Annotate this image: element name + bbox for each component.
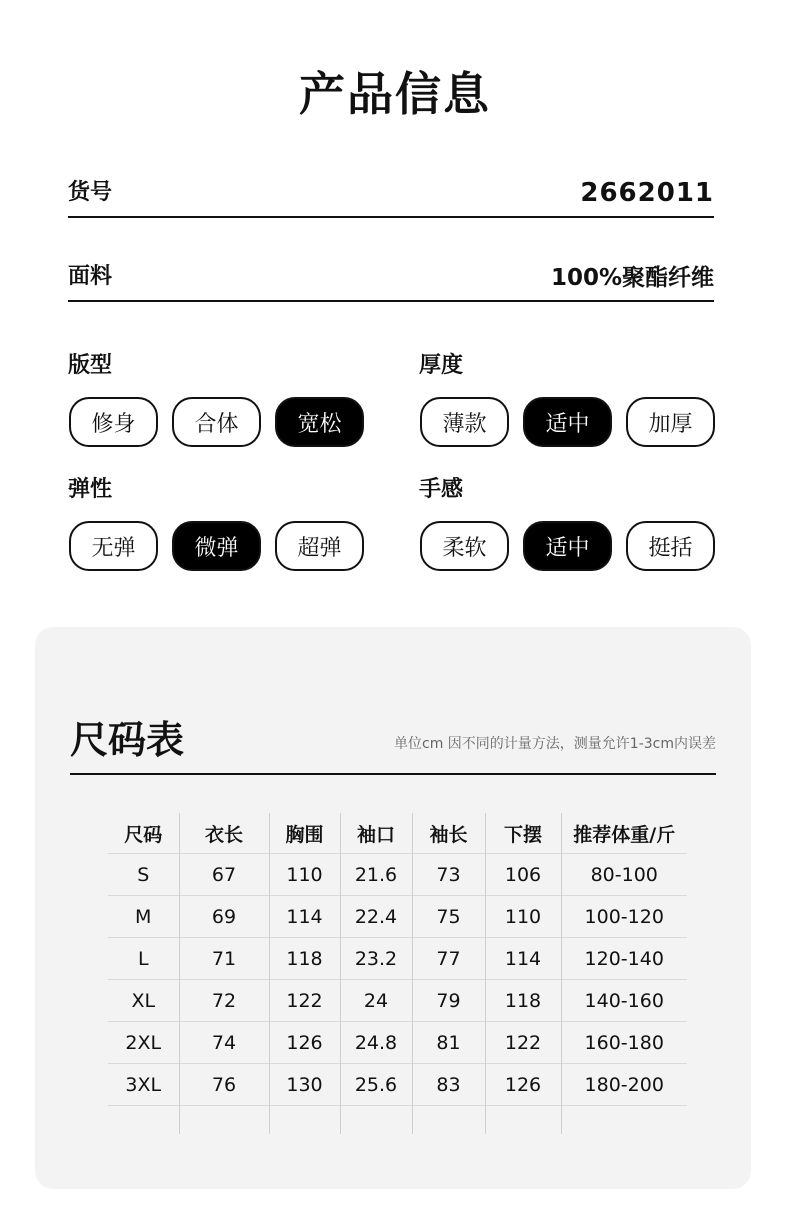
cell-sleeve-length: 75: [412, 896, 485, 938]
header-recommended-weight: 推荐体重/斤: [561, 813, 687, 854]
cell-size: XL: [108, 980, 179, 1022]
header-chest: 胸围: [269, 813, 340, 854]
cell-chest: 114: [269, 896, 340, 938]
cell-chest: 110: [269, 854, 340, 896]
feel-option-crisp[interactable]: 挺括: [626, 521, 715, 571]
cell-weight: 180-200: [561, 1064, 687, 1106]
cell-sleeve-length: 77: [412, 938, 485, 980]
cell-length: 67: [179, 854, 269, 896]
elasticity-label: 弹性: [68, 477, 113, 502]
header-length: 衣长: [179, 813, 269, 854]
elasticity-option-high[interactable]: 超弹: [275, 521, 364, 571]
table-row: [108, 896, 687, 938]
fit-options: [69, 397, 364, 447]
cell-weight: 100-120: [561, 896, 687, 938]
feel-label: 手感: [419, 477, 464, 502]
cell-weight: 120-140: [561, 938, 687, 980]
cell-length: 76: [179, 1064, 269, 1106]
cell-cuff: 21.6: [340, 854, 412, 896]
fit-option-regular[interactable]: 合体: [172, 397, 261, 447]
cell-length: 74: [179, 1022, 269, 1064]
cell-chest: 122: [269, 980, 340, 1022]
item-number-row: [68, 176, 714, 218]
cell-size: S: [108, 854, 179, 896]
item-number-label: 货号: [68, 180, 113, 205]
thickness-options: [420, 397, 715, 447]
cell-size: 3XL: [108, 1064, 179, 1106]
header-sleeve-length: 袖长: [412, 813, 485, 854]
cell-size: M: [108, 896, 179, 938]
fabric-value: 100%聚酯纤维: [550, 265, 714, 291]
feel-option-medium[interactable]: 适中: [523, 521, 612, 571]
cell-cuff: 22.4: [340, 896, 412, 938]
cell-chest: 118: [269, 938, 340, 980]
size-table-header-row: [108, 813, 687, 854]
cell-chest: 126: [269, 1022, 340, 1064]
header-cuff: 袖口: [340, 813, 412, 854]
cell-weight: 160-180: [561, 1022, 687, 1064]
table-row: [108, 1064, 687, 1106]
size-chart-title: 尺码表: [70, 718, 185, 762]
elasticity-option-slight[interactable]: 微弹: [172, 521, 261, 571]
thickness-option-thick[interactable]: 加厚: [626, 397, 715, 447]
table-row: [108, 980, 687, 1022]
cell-hem: 114: [485, 938, 561, 980]
table-row: [108, 854, 687, 896]
thickness-option-thin[interactable]: 薄款: [420, 397, 509, 447]
item-number-value: 2662011: [580, 178, 714, 208]
cell-size: L: [108, 938, 179, 980]
cell-length: 69: [179, 896, 269, 938]
header-hem: 下摆: [485, 813, 561, 854]
table-row: [108, 938, 687, 980]
cell-hem: 110: [485, 896, 561, 938]
cell-length: 72: [179, 980, 269, 1022]
elasticity-options: [69, 521, 364, 571]
size-chart-divider: [70, 773, 716, 775]
table-spacer-row: [108, 1106, 687, 1135]
cell-sleeve-length: 83: [412, 1064, 485, 1106]
cell-weight: 80-100: [561, 854, 687, 896]
cell-hem: 122: [485, 1022, 561, 1064]
size-chart-note: 单位cm 因不同的计量方法，测量允许1-3cm内误差: [394, 736, 716, 752]
cell-sleeve-length: 79: [412, 980, 485, 1022]
cell-length: 71: [179, 938, 269, 980]
cell-sleeve-length: 73: [412, 854, 485, 896]
fit-option-loose[interactable]: 宽松: [275, 397, 364, 447]
thickness-option-medium[interactable]: 适中: [523, 397, 612, 447]
cell-weight: 140-160: [561, 980, 687, 1022]
size-table: [108, 813, 687, 1134]
feel-option-soft[interactable]: 柔软: [420, 521, 509, 571]
cell-cuff: 23.2: [340, 938, 412, 980]
fabric-row: [68, 260, 714, 302]
cell-cuff: 24: [340, 980, 412, 1022]
cell-hem: 126: [485, 1064, 561, 1106]
cell-cuff: 25.6: [340, 1064, 412, 1106]
thickness-label: 厚度: [419, 353, 464, 378]
fabric-label: 面料: [68, 264, 113, 289]
elasticity-option-none[interactable]: 无弹: [69, 521, 158, 571]
fit-label: 版型: [68, 353, 113, 378]
size-chart-card: [35, 627, 751, 1189]
header-size: 尺码: [124, 823, 163, 846]
fit-option-slim[interactable]: 修身: [69, 397, 158, 447]
feel-options: [420, 521, 715, 571]
table-row: [108, 1022, 687, 1064]
cell-chest: 130: [269, 1064, 340, 1106]
cell-sleeve-length: 81: [412, 1022, 485, 1064]
cell-cuff: 24.8: [340, 1022, 412, 1064]
cell-hem: 118: [485, 980, 561, 1022]
page-title: 产品信息: [299, 67, 491, 121]
cell-hem: 106: [485, 854, 561, 896]
cell-size: 2XL: [108, 1022, 179, 1064]
